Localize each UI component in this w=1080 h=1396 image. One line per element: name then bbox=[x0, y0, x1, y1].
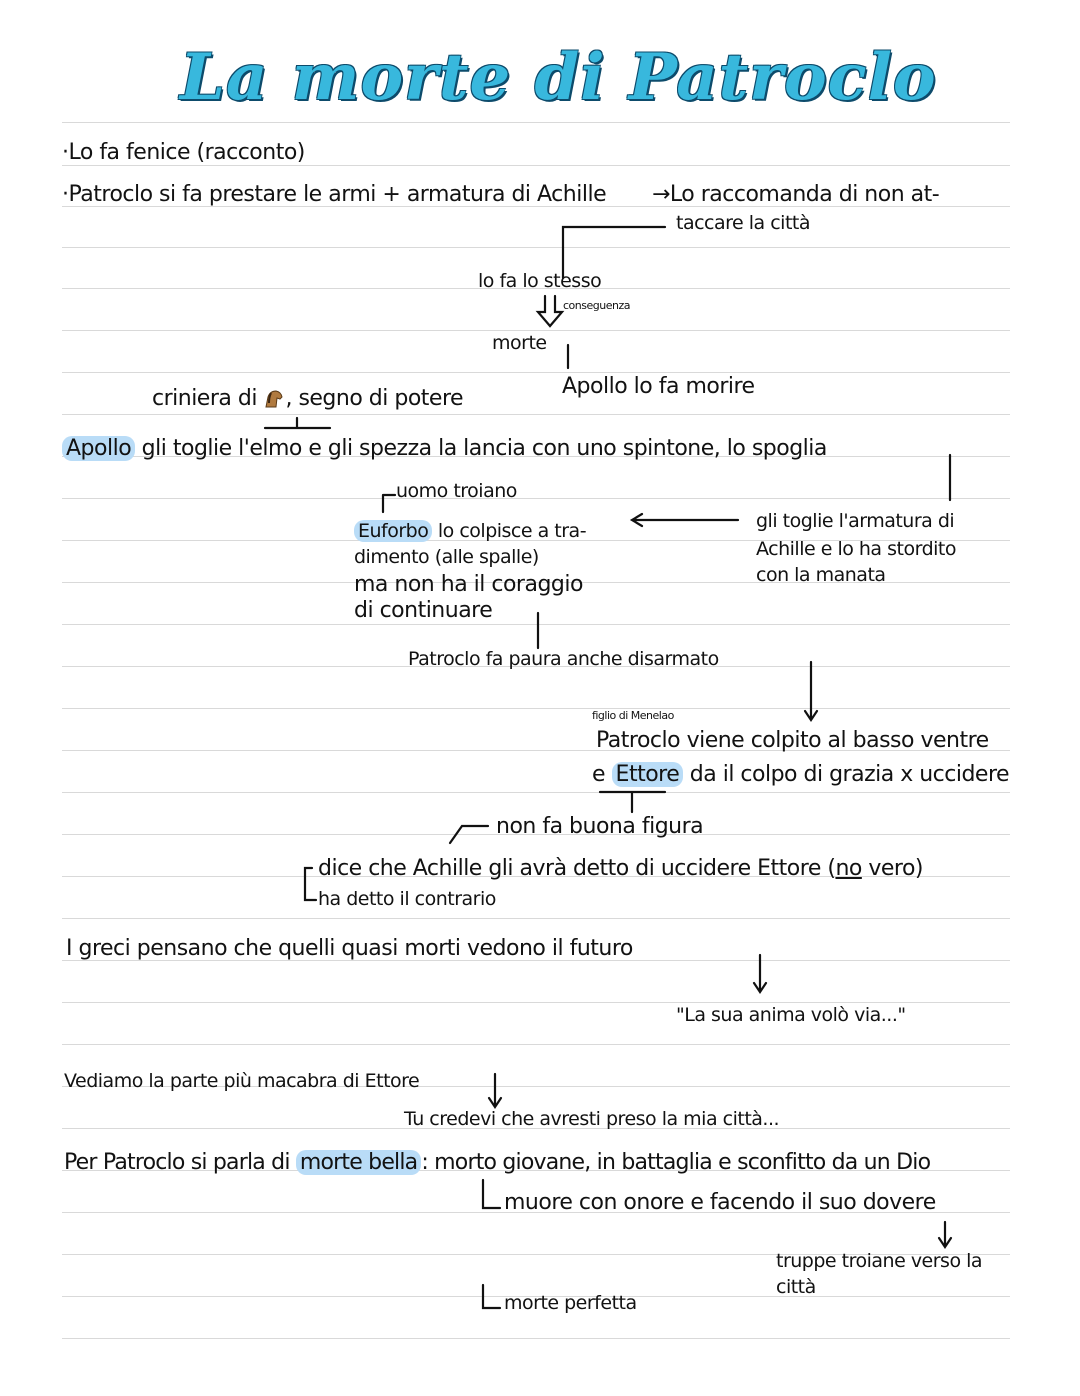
note-text: dice che Achille gli avrà detto di uccidere Ettore ( bbox=[318, 856, 836, 881]
page-title: La morte di Patroclo bbox=[180, 40, 937, 115]
note-line: Vediamo la parte più macabra di Ettore bbox=[64, 1070, 420, 1092]
ruled-line bbox=[62, 498, 1010, 499]
ruled-line bbox=[62, 1044, 1010, 1045]
ruled-line bbox=[62, 1002, 1010, 1003]
note-text: : morto giovane, in battaglia e sconfitto da un Dio bbox=[421, 1150, 931, 1175]
ruled-line bbox=[62, 330, 1010, 331]
note-line bbox=[592, 762, 1009, 788]
underlined-no: no bbox=[835, 856, 862, 881]
note-line: Achille e lo ha stordito bbox=[756, 538, 956, 560]
highlight-morte-bella: morte bella bbox=[296, 1150, 422, 1175]
note-line: ·Patroclo si fa prestare le armi + armatura di Achille bbox=[62, 182, 607, 207]
note-line: muore con onore e facendo il suo dovere bbox=[504, 1190, 936, 1215]
note-line: gli toglie l'armatura di bbox=[756, 510, 955, 532]
note-line: città bbox=[776, 1276, 816, 1298]
note-line: morte bbox=[492, 332, 547, 354]
note-annotation: figlio di Menelao bbox=[592, 709, 674, 722]
note-line: →Lo raccomanda di non at- bbox=[652, 182, 940, 207]
note-text: Per Patroclo si parla di bbox=[64, 1150, 290, 1175]
note-line: ma non ha il coraggio bbox=[354, 572, 583, 597]
note-line: uomo troiano bbox=[396, 480, 517, 502]
note-line bbox=[152, 386, 463, 412]
note-line: morte perfetta bbox=[504, 1292, 637, 1314]
note-line bbox=[64, 1150, 930, 1176]
horse-emoji-icon bbox=[263, 389, 285, 409]
note-text: lo colpisce a tra- bbox=[437, 520, 587, 542]
ruled-line bbox=[62, 372, 1010, 373]
note-annotation: conseguenza bbox=[563, 299, 630, 312]
highlight-apollo: Apollo bbox=[62, 436, 135, 461]
note-text: e bbox=[592, 762, 606, 787]
note-text: , segno di potere bbox=[285, 386, 464, 411]
note-line: non fa buona figura bbox=[496, 814, 704, 839]
ruled-line bbox=[62, 247, 1010, 248]
note-line: ha detto il contrario bbox=[318, 888, 496, 910]
ruled-line bbox=[62, 624, 1010, 625]
ruled-line bbox=[62, 792, 1010, 793]
note-line: Patroclo fa paura anche disarmato bbox=[408, 648, 719, 670]
note-line bbox=[62, 436, 827, 462]
note-text: gli toglie l'elmo e gli spezza la lancia con uno spintone, lo spoglia bbox=[141, 436, 827, 461]
note-line: dimento (alle spalle) bbox=[354, 546, 539, 568]
note-line bbox=[354, 520, 586, 542]
ruled-line bbox=[62, 708, 1010, 709]
note-line bbox=[318, 856, 923, 882]
note-line: con la manata bbox=[756, 564, 886, 586]
note-text: da il colpo di grazia x uccidere bbox=[689, 762, 1010, 787]
note-line: lo fa lo stesso bbox=[478, 270, 602, 292]
note-line: truppe troiane verso la bbox=[776, 1250, 983, 1272]
note-quote: "La sua anima volò via..." bbox=[676, 1004, 906, 1026]
ruled-line bbox=[62, 414, 1010, 415]
note-line: Patroclo viene colpito al basso ventre bbox=[596, 728, 989, 753]
note-line: I greci pensano che quelli quasi morti vedono il futuro bbox=[66, 936, 633, 961]
note-line: taccare la città bbox=[676, 212, 810, 234]
highlight-euforbo: Euforbo bbox=[354, 520, 432, 542]
highlight-ettore: Ettore bbox=[612, 762, 684, 787]
note-line: Apollo lo fa morire bbox=[562, 374, 755, 399]
note-text: vero) bbox=[861, 856, 923, 881]
note-quote: Tu credevi che avresti preso la mia città... bbox=[404, 1108, 780, 1130]
note-text: criniera di bbox=[152, 386, 257, 411]
ruled-line bbox=[62, 122, 1010, 123]
ruled-line bbox=[62, 1338, 1010, 1339]
ruled-line bbox=[62, 918, 1010, 919]
note-line: di continuare bbox=[354, 598, 493, 623]
note-line: ·Lo fa fenice (racconto) bbox=[62, 140, 305, 165]
